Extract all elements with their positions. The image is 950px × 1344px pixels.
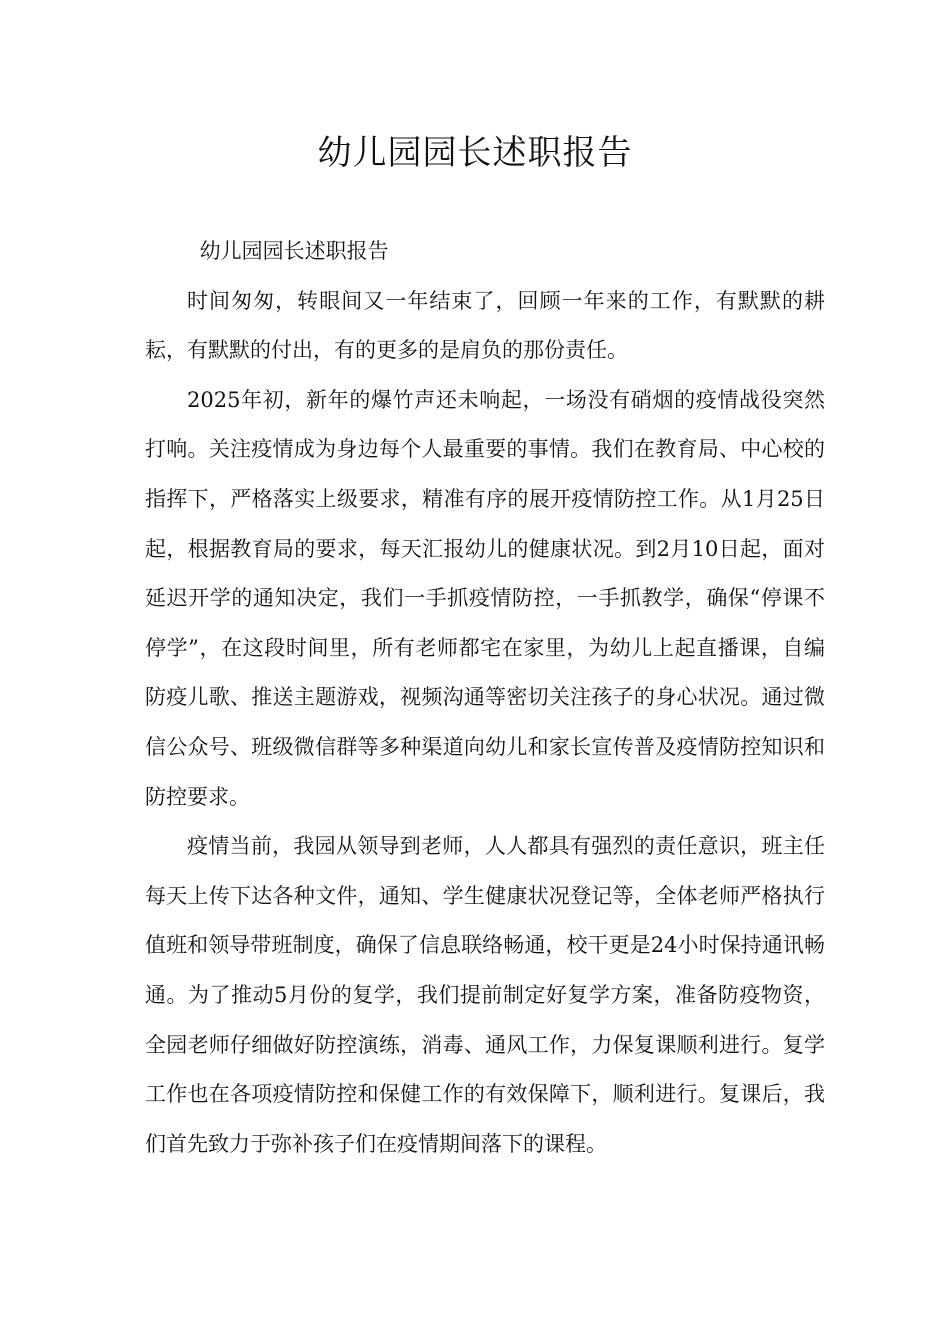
document-subtitle: 幼儿园园长述职报告 — [199, 239, 389, 263]
document-title: 幼儿园园长述职报告 — [317, 133, 633, 173]
document-body — [145, 227, 825, 1169]
paragraph-responsibility: 疫情当前，我园从领导到老师，人人都具有强烈的责任意识，班主任每天上传下达各种文件，通知、学生健康状况登记等，全体老师严格执行值班和领导带班制度，确保了信息联络畅通，校干更是24小时保持通讯畅通。为了推动5月份的复学，我们提前制定好复学方案，准备防疫物资，全园老师仔细做好防控演练，消毒、通风工作，力保复课顺利进行。复学工作也在各项疫情防控和保健工作的有效保障下，顺利进行。复课后，我们首先致力于弥补孩子们在疫情期间落下的课程。 — [145, 834, 825, 1156]
paragraph-epidemic-start: 2025年初，新年的爆竹声还未响起，一场没有硝烟的疫情战役突然打响。关注疫情成为身边每个人最重要的事情。我们在教育局、中心校的指挥下，严格落实上级要求，精准有序的展开疫情防控工作。从1月25日起，根据教育局的要求，每天汇报幼儿的健康状况。到2月10日起，面对延迟开学的通知决定，我们一手抓疫情防控，一手抓教学，确保“停课不停学”，在这段时间里，所有老师都宅在家里，为幼儿上起直播课，自编防疫儿歌、推送主题游戏，视频沟通等密切关注孩子的身心状况。通过微信公众号、班级微信群等多种渠道向幼儿和家长宣传普及疫情防控知识和防控要求。 — [145, 387, 825, 809]
paragraph-intro: 时间匆匆，转眼间又一年结束了，回顾一年来的工作，有默默的耕耘，有默默的付出，有的更多的是肩负的那份责任。 — [145, 288, 825, 363]
